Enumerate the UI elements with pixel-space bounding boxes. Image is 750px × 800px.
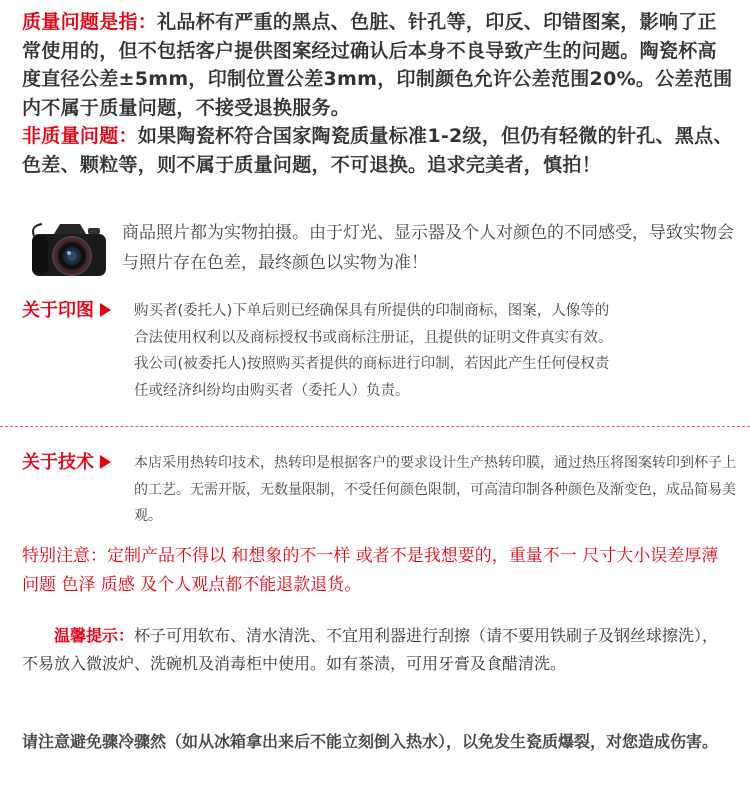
non-quality-label: 非质量问题： — [22, 125, 138, 147]
quality-text: 礼品杯有严重的黑点、色脏、针孔等，印反、印错图案，影响了正常使用的，但不包括客户提供图案经过确认后本身不良导致产生的问题。陶瓷杯高度直径公差±5mm，印制位置公差3mm，印制颜色允许公差范围20%。公差范围内不属于质量问题，不接受退换服务。 — [22, 11, 733, 119]
about-print-line: 购买者(委托人)下单后则已经确保具有所提供的印制商标，图案，人像等的 — [134, 303, 610, 319]
warm-tips — [22, 622, 734, 678]
about-print-section — [22, 296, 734, 416]
about-tech-section — [22, 448, 734, 538]
about-tech-label: 关于技术 — [22, 452, 94, 473]
about-tech-heading — [22, 448, 111, 474]
camera-icon — [28, 218, 112, 282]
warm-tips-label: 温馨提示： — [54, 626, 135, 645]
non-quality-text: 如果陶瓷杯符合国家陶瓷质量标准1-2级，但仍有轻微的针孔、黑点、色差、颗粒等，则不属于质量问题，不可退换。追求完美者，慎拍！ — [22, 125, 733, 176]
warm-tips-text: 杯子可用软布、清水清洗、不宜用利器进行刮擦（请不要用铁刷子及钢丝球擦洗），不易放入微波炉、洗碗机及消毒柜中使用。如有茶渍，可用牙膏及食醋清洗。 — [22, 626, 719, 673]
about-print-line: 任或经济纠纷均由购买者（委托人）负责。 — [134, 382, 410, 399]
about-print-label: 关于印图 — [22, 300, 94, 321]
about-print-line: 合法使用权利以及商标授权书或商标注册证，且提供的证明文件真实有效。 — [134, 329, 613, 346]
about-tech-body: 本店采用热转印技术，热转印是根据客户的要求设计生产热转印膜，通过热压将图案转印到杯子上的工艺。无需开版，无数量限制，不受任何颜色限制，可高清印制各种颜色及渐变色，成品简易美观。 — [134, 455, 736, 524]
quality-label: 质量问题是指： — [22, 11, 158, 33]
about-print-body — [134, 298, 734, 404]
about-print-line: 我公司(被委托人)按照购买者提供的商标进行印制，若因此产生任何侵权责 — [134, 356, 610, 372]
photo-notice-text: 商品照片都为实物拍摄。由于灯光、显示器及个人对颜色的不同感受，导致实物会与照片存在色差，最终颜色以实物为准！ — [122, 223, 734, 273]
final-warning: 请注意避免骤冷骤然（如从冰箱拿出来后不能立刻倒入热水），以免发生瓷质爆裂，对您造成伤害。 — [22, 732, 719, 751]
triangle-right-icon — [100, 455, 111, 469]
section-divider — [0, 426, 750, 427]
triangle-right-icon — [100, 303, 111, 317]
quality-definition — [22, 8, 734, 179]
about-print-heading — [22, 296, 111, 322]
photo-notice — [22, 218, 734, 284]
special-notice: 特别注意：定制产品不得以 和想象的不一样 或者不是我想要的，重量不一 尺寸大小误差厚薄问题 色泽 质感 及个人观点都不能退款退货。 — [22, 546, 719, 595]
